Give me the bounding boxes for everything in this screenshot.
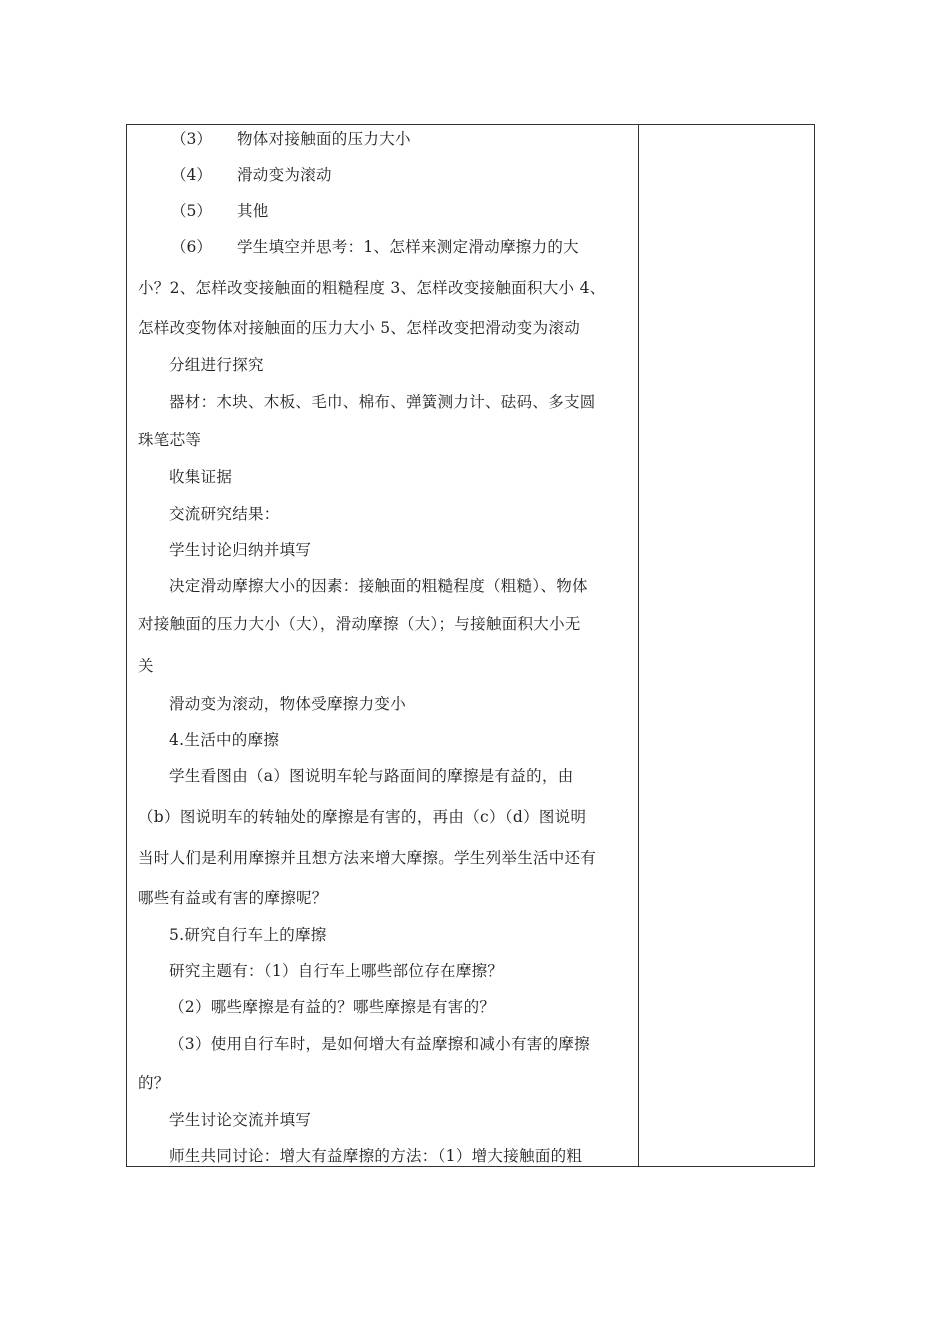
text-line: 学生讨论归纳并填写 [169, 541, 312, 559]
text-line: 交流研究结果： [169, 505, 280, 523]
text-line: 4.生活中的摩擦 [169, 731, 280, 749]
column-divider [638, 125, 639, 1166]
text-line: 收集证据 [169, 468, 233, 486]
text-line: 决定滑动摩擦大小的因素：接触面的粗糙程度（粗糙）、物体 [169, 577, 588, 595]
text-line: 哪些有益或有害的摩擦呢？ [138, 889, 328, 907]
text-line: 器材：木块、木板、毛巾、棉布、弹簧测力计、砝码、多支圆 [169, 393, 596, 411]
text-line: （3）使用自行车时，是如何增大有益摩擦和减小有害的摩擦 [169, 1035, 590, 1053]
text-line: （2）哪些摩擦是有益的？哪些摩擦是有害的？ [169, 998, 496, 1016]
text-line: 的？ [138, 1074, 170, 1092]
text-line: 滑动变为滚动 [237, 166, 332, 184]
text-line: 滑动变为滚动，物体受摩擦力变小 [169, 695, 407, 713]
text-line: 小？2、怎样改变接触面的粗糙程度 3、怎样改变接触面积大小 4、 [138, 279, 606, 297]
text-line: 学生看图由（a）图说明车轮与路面间的摩擦是有益的，由 [169, 767, 574, 785]
text-line: 研究主题有：（1）自行车上哪些部位存在摩擦？ [169, 962, 504, 980]
text-line: 珠笔芯等 [138, 431, 202, 449]
item-number: （5） [171, 202, 212, 220]
item-number: （4） [171, 166, 212, 184]
text-line: 其他 [237, 202, 269, 220]
text-line: 学生填空并思考：1、怎样来测定滑动摩擦力的大 [237, 238, 579, 256]
item-number: （3） [171, 130, 212, 148]
text-line: 怎样改变物体对接触面的压力大小 5、怎样改变把滑动变为滚动 [138, 319, 580, 337]
text-line: 物体对接触面的压力大小 [237, 130, 411, 148]
item-number: （6） [171, 238, 212, 256]
text-line: 当时人们是利用摩擦并且想方法来增大摩擦。学生列举生活中还有 [138, 849, 597, 867]
lesson-table [126, 124, 815, 1167]
text-line: 关 [138, 657, 154, 675]
text-line: （b）图说明车的转轴处的摩擦是有害的，再由（c）（d）图说明 [138, 808, 587, 826]
text-line: 对接触面的压力大小（大），滑动摩擦（大）；与接触面积大小无 [138, 615, 581, 633]
text-line: 师生共同讨论：增大有益摩擦的方法：（1）增大接触面的粗 [169, 1147, 583, 1165]
text-line: 分组进行探究 [169, 356, 264, 374]
text-line: 5.研究自行车上的摩擦 [169, 926, 327, 944]
text-line: 学生讨论交流并填写 [169, 1111, 312, 1129]
